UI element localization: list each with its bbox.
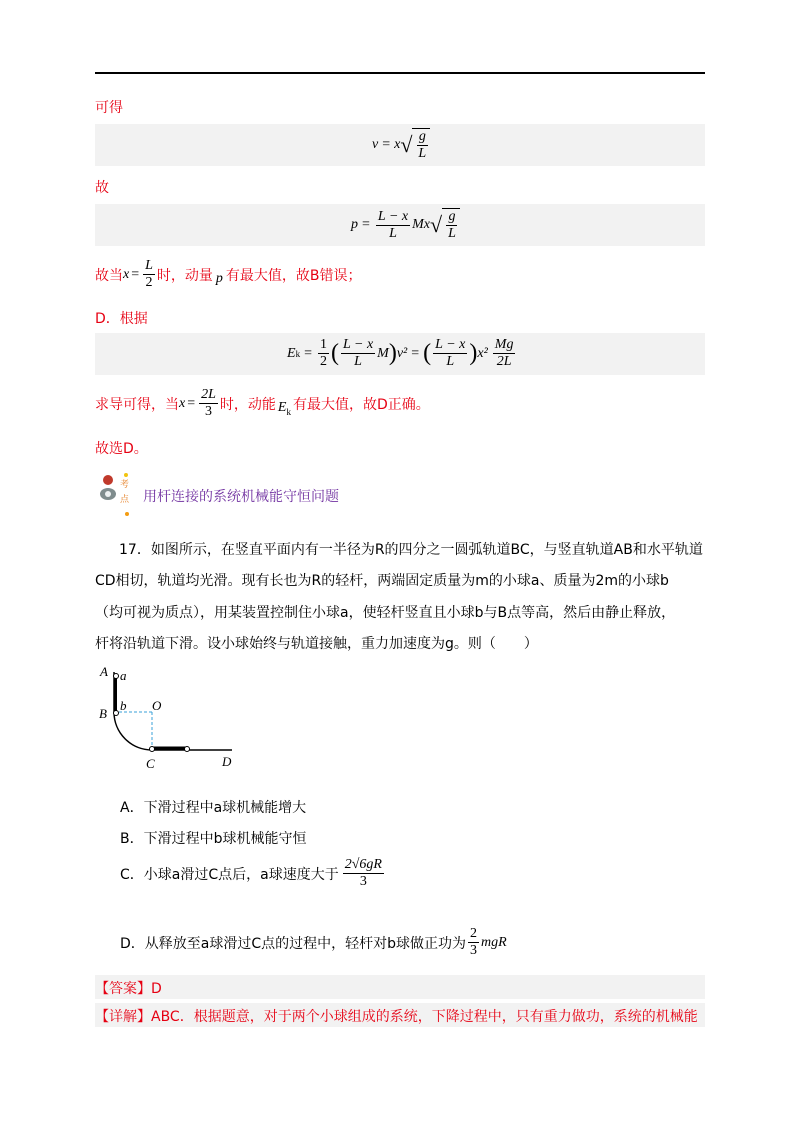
svg-text:考: 考 (120, 480, 130, 490)
formula-box-2 (95, 204, 705, 246)
track-figure (96, 662, 246, 772)
answer-tag: 【答案】 (95, 981, 151, 997)
svg-text:A: A (100, 664, 108, 679)
q17-line-3: （均可视为质点），用某装置控制住小球a，使轻杆竖直且小球b与B点等高，然后由静止释放， (95, 605, 676, 621)
text-kede: 可得 (95, 100, 123, 116)
kaodian-icon (96, 470, 138, 518)
q17-line-4: 杆将沿轨道下滑。设小球始终与轨道接触，重力加速度为g。则（ ） (95, 636, 538, 652)
option-b[interactable]: B．下滑过程中b球机械能守恒 (120, 831, 307, 847)
formula-p: p = $\frac{L - x}{L}$ Mx √ $\frac{g}{L}$ (351, 208, 460, 242)
text-d-genju: D．根据 (95, 311, 148, 327)
q17-line-2: CD相切，轨道均光滑。现有长也为R的轻杆，两端固定质量为m的小球a、质量为2m的小球b (95, 573, 669, 589)
answer (95, 978, 162, 998)
text-conclusion-d: 求导可得，当 x = $\frac{2L}{3}$ 时，动能 $E_k$ 有最大值，故D正确。 (95, 387, 430, 419)
formula-ek: E k = $\frac{1}{2}$ ( $\frac{L - x}{L}$ M ) v² = ( $\frac{L - x}{L}$ ) x² $\frac{Mg}{2L}$ (287, 337, 514, 369)
detail-text: ABC．根据题意，对于两个小球组成的系统，下降过程中，只有重力做功，系统的机械能 (151, 1009, 698, 1025)
svg-text:C: C (146, 756, 155, 771)
detail-tag: 【详解】 (95, 1009, 151, 1025)
text-conclusion-b: 故当 x = $\frac{L}{2}$ 时，动量 p 有最大值，故B错误； (95, 258, 362, 290)
formula-v: v = x √ $\frac{g}{L}$ (372, 128, 430, 162)
header-rule (95, 72, 705, 74)
svg-text:点: 点 (120, 495, 130, 505)
detail (95, 1006, 698, 1026)
formula-box-3 (95, 333, 705, 375)
text-gu: 故 (95, 180, 109, 196)
kaodian-text: 用杆连接的系统机械能守恒问题 (143, 489, 339, 505)
option-d[interactable]: D．从释放至a球滑过C点的过程中，轻杆对b球做正功为 $\frac{2}{3}$ mgR (120, 926, 507, 958)
q17-line-1: 17．如图所示，在竖直平面内有一半径为R的四分之一圆弧轨道BC，与竖直轨道AB和水平轨道 (119, 542, 703, 558)
svg-text:O: O (152, 698, 162, 713)
option-c[interactable]: C．小球a滑过C点后，a球速度大于 $\frac{2√6gR}{3}$ (120, 857, 382, 889)
answer-value: D (151, 981, 162, 997)
option-a[interactable]: A．下滑过程中a球机械能增大 (120, 800, 307, 816)
answer-bg (95, 975, 705, 999)
formula-box-1 (95, 124, 705, 166)
text-guxuan: 故选D。 (95, 441, 148, 457)
svg-text:D: D (222, 754, 232, 769)
svg-text:a: a (120, 668, 127, 683)
svg-text:B: B (99, 706, 107, 721)
svg-text:b: b (120, 698, 127, 713)
